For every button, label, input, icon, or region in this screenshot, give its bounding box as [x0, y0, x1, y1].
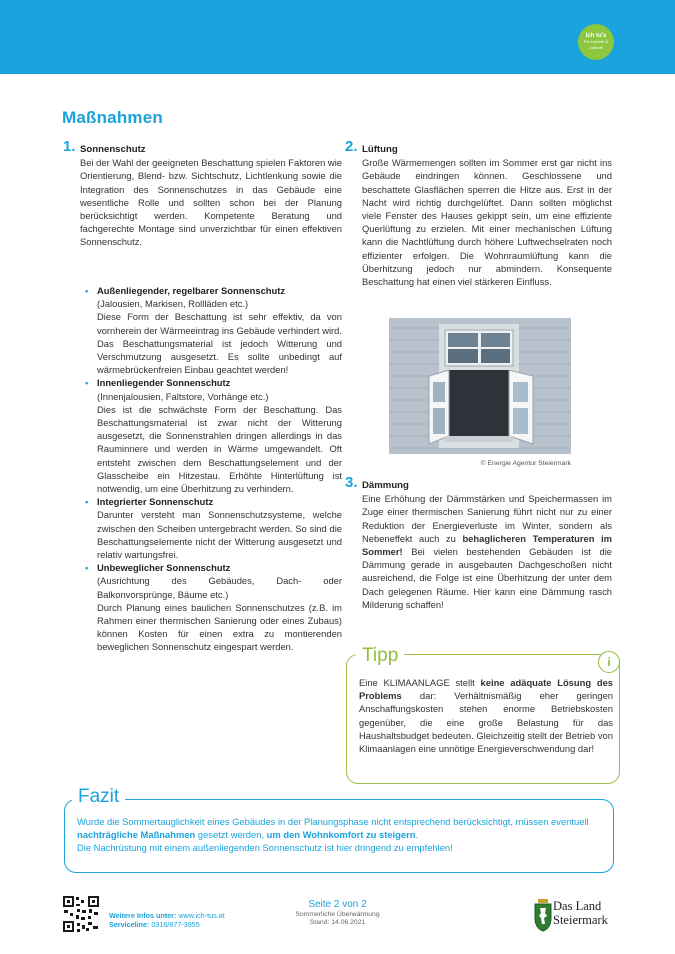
fazit-line1-c: .: [415, 829, 419, 841]
tipp-text-a: Eine KLIMAANLAGE stellt: [359, 677, 481, 688]
service-phone: 0316/877-3955: [151, 920, 200, 929]
bullet-sub: (Jalousien, Markisen, Rollläden etc.): [97, 298, 249, 310]
footer-info-line: [109, 911, 225, 920]
doc-title: Sommerliche Überwärmung: [295, 911, 380, 918]
window-photo: [389, 318, 571, 454]
qr-code: [62, 895, 100, 933]
page-number: Seite 2 von 2: [308, 899, 367, 910]
section-number-3: 3.: [345, 474, 358, 491]
bullet-item: [85, 561, 342, 653]
tipp-text-b: dar: Verhältnismäßig eher geringen Anschaffungskosten stehen enorme Betriebskosten gegenüber, die eine große Belastung für das Haushaltsbudget bedeuten. Gleichzeitig stellt der Betrieb von Klimaanlagen eine unnötige Energieverschwendung dar!: [359, 690, 613, 755]
photo-caption: © Energie Agentur Steiermark: [480, 460, 571, 467]
fazit-line1-b: gesetzt werden,: [195, 829, 267, 841]
bullet-dot: •: [85, 562, 89, 574]
bullet-item: [85, 376, 342, 495]
fazit-line1-bold: nachträgliche Maßnahmen: [77, 829, 196, 841]
column-right-bottom: [345, 474, 612, 611]
bullet-sub: (Innenjalousien, Faltstore, Vorhänge etc.): [97, 390, 269, 402]
fazit-title: Fazit: [72, 786, 125, 808]
info-url[interactable]: www.ich-tus.at: [178, 911, 225, 920]
tipp-text-bold: keine adäquate Lösung des Problems: [359, 677, 614, 702]
bullet-sub: (Ausrichtung des Gebäudes, Dach- oder Balkonvorsprünge, Bäume etc.): [97, 575, 342, 600]
section-title-daemmung: Dämmung: [362, 480, 409, 491]
land-line1: Das Land: [553, 899, 602, 913]
bullet-text: Diese Form der Beschattung ist sehr effektiv, da von vornherein der Wärmeeintrag ins Gebäude verhindert wird. Das Beschattungsmaterial ist jedoch Witterung und Verschmutzung ausgesetzt. Es sollte unbedingt auf wärmebrückenfreien Einbau geachtet werden!: [97, 311, 342, 376]
bullet-title: Unbeweglicher Sonnenschutz: [97, 562, 231, 574]
section-text-lueftung: Große Wärmemengen sollten im Sommer erst gar nicht ins Gebäude eindringen können. Geschlossene und beschattete Glasflächen sperren die Hitze aus. Erst in der Nacht wird richtig durchgelüftet. Dann sollten möglichst viele Fenster des Hauses gekippt sein, um eine effiziente Querlüftung zu erzielen. Mit einer mechanischen Lüftung kann die Nachtlüftung durch höhere Luftwechselraten noch effizienter erfolgen. Die Wohnraumlüftung kann die Überhitzung jedoch nur abmindern. Konsequente Beschattung hat einen viel stärkeren Einfluss.: [362, 157, 612, 288]
fazit-line1-a: Wurde die Sommertauglichkeit eines Gebäudes in der Planungsphase nicht entsprechend berücksichtigt, müssen eventuell: [77, 816, 589, 827]
section-text-sonnenschutz: Bei der Wahl der geeigneten Beschattung spielen Faktoren wie Orientierung, Blend- bzw. Sichtschutz, Lichtlenkung sowie die Integration des Sonnenschutzes in das Gebäude eine wesentliche Rolle und sollten schon bei der Planung berücksichtigt werden. Kompetente Beratung und fachgerechte Montage sind unverzichtbar für einen effektiven Sonnenschutz.: [80, 157, 342, 248]
bullet-item: [85, 284, 342, 376]
coat-of-arms-icon: [533, 898, 553, 932]
tipp-title: Tipp: [356, 645, 404, 667]
bullet-item: [85, 495, 342, 561]
column-right-top: [345, 138, 612, 288]
column-left: [63, 138, 342, 249]
fazit-line1: [77, 815, 607, 841]
land-line2: Steiermark: [553, 913, 608, 927]
fazit-text: [77, 815, 607, 855]
qr-code-graphic: [62, 895, 100, 933]
bullet-dot: •: [85, 285, 89, 296]
bullet-text: Dies ist die schwächste Form der Beschattung. Das Beschattungsmaterial ist zwar nicht der Witterung ausgesetzt, die Sonnenstrahlen dringen allerdings in das Rauminnere und werden in Wärme umgewandelt. Oft entsteht zwischen dem Beschattungselement und der Glasscheibe ein Hitzestau. Erhöhte Hinterlüftung ist notwendig, um eine Überhitzung zu verhindern.: [97, 403, 342, 495]
daemmung-text-b: Bei vielen bestehenden Gebäuden ist die Dämmung gerade in ausgebauten Dachgeschoßen nicht ausreichend, die Folge ist eine Überhitzung der unter dem Dach gelegenen Räume. Hier kann eine Dämmung rasch Milderung schaffen!: [362, 546, 612, 610]
section-text-daemmung: [362, 492, 612, 611]
bullet-text: Darunter versteht man Sonnenschutzsysteme, welche zwischen den Scheiben untergebracht werden. So sind die Beschattungselemente nicht der Witterung ausgesetzt und relativ wartungsfrei.: [97, 509, 342, 561]
ichtus-logo: [578, 24, 614, 60]
fazit-line2: Die Nachrüstung mit einem außenliegenden Sonnenschutz ist hier dringend zu empfehlen!: [77, 842, 453, 854]
bullet-title: Außenliegender, regelbarer Sonnenschutz: [97, 285, 286, 296]
logo-line1: Ich tu's: [585, 33, 607, 39]
bullet-title: Integrierter Sonnenschutz: [97, 496, 214, 508]
footer-center: [250, 898, 425, 928]
bullet-dot: •: [85, 496, 89, 508]
bullet-text: Durch Planung eines baulichen Sonnenschutzes (z.B. im Rahmen einer thermischen Sanierung oder eines Zubaus) können Kosten für einen extra zu montierenden beweglichen Sonnenschutz eingespart werden.: [97, 601, 342, 653]
footer-service-line: [109, 920, 225, 929]
info-icon: i: [598, 651, 620, 673]
footer-info: [109, 911, 225, 929]
page-title: Maßnahmen: [62, 108, 163, 127]
daemmung-text-a: Eine Erhöhung der Dämmstärken und Speichermassen im Zuge einer thermischen Sanierung führt nicht nur zu einer Reduktion der Energieverluste im Winter, sondern als Nebeneffekt auch zu: [362, 493, 612, 544]
bullet-list: [85, 284, 342, 654]
tipp-text: [359, 676, 613, 755]
bullet-dot: •: [85, 377, 89, 389]
logo-line2: Für Umwelt & Zukunft: [583, 39, 609, 50]
section-title-lueftung: Lüftung: [362, 144, 398, 155]
fazit-line1-bold2: um den Wohnkomfort zu steigern: [266, 829, 416, 841]
section-number-2: 2.: [345, 138, 358, 155]
daemmung-text-bold: behaglicheren Temperaturen im Sommer!: [362, 532, 612, 558]
section-title-sonnenschutz: Sonnenschutz: [80, 144, 146, 155]
top-banner: [0, 0, 675, 74]
info-label: Weitere Infos unter:: [109, 911, 177, 920]
land-text: [553, 899, 608, 927]
section-number-1: 1.: [63, 138, 76, 155]
bullet-title: Innenliegender Sonnenschutz: [97, 377, 231, 389]
doc-date: Stand: 14.06.2021: [309, 919, 366, 927]
service-label: Serviceline:: [109, 920, 150, 929]
window-illustration: [389, 318, 571, 454]
